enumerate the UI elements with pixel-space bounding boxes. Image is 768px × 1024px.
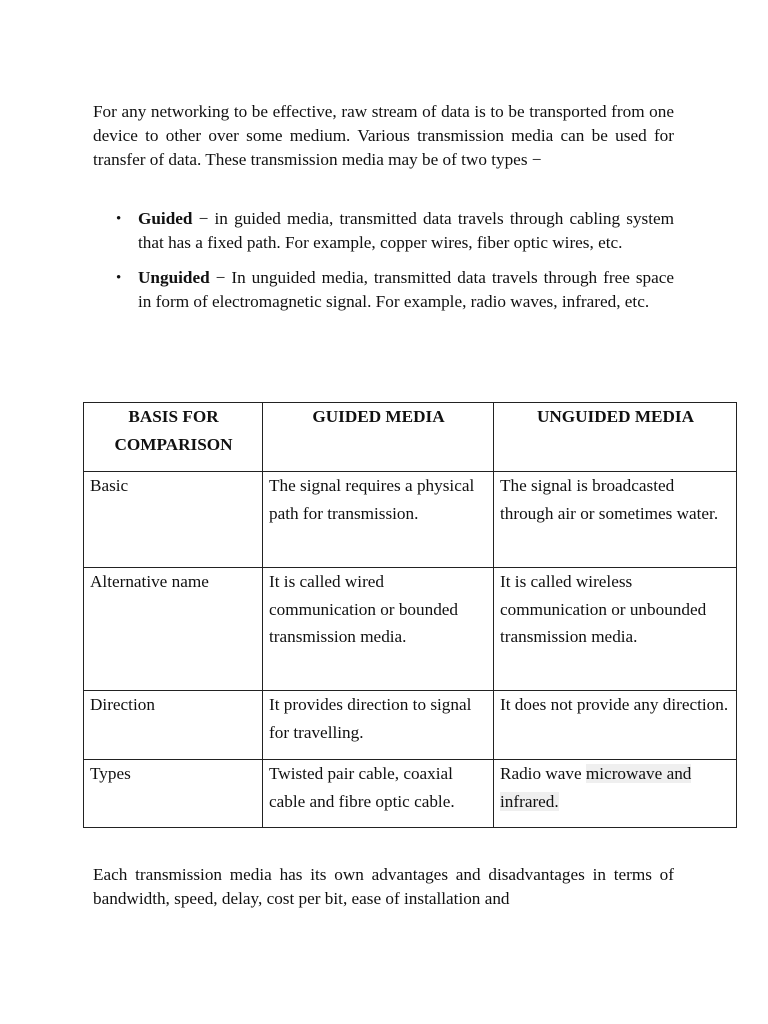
cell-unguided: The signal is broadcasted through air or sometimes water.	[494, 472, 737, 568]
table-row	[84, 568, 737, 691]
cell-basis: Types	[84, 760, 263, 828]
highlighted-text: microwave and	[585, 764, 692, 783]
cell-unguided: It is called wireless communication or unbounded transmission media.	[494, 568, 737, 691]
table-header-row	[84, 403, 737, 472]
table-row	[84, 691, 737, 760]
term-guided: Guided	[138, 209, 193, 228]
highlighted-text: infrared.	[500, 791, 559, 811]
closing-paragraph: Each transmission media has its own advantages and disadvantages in terms of bandwidth, speed, delay, cost per bit, ease of installation and	[93, 865, 674, 908]
header-unguided: UNGUIDED MEDIA	[494, 403, 737, 472]
cell-basis: Basic	[84, 472, 263, 568]
cell-basis: Alternative name	[84, 568, 263, 691]
cell-unguided	[494, 760, 737, 828]
table-row	[84, 472, 737, 568]
guided-description: − in guided media, transmitted data travels through cabling system that has a fixed path. For example, copper wires, fiber optic wires, etc.	[138, 209, 675, 252]
bullet-icon: •	[116, 270, 122, 286]
cell-unguided: It does not provide any direction.	[494, 691, 737, 760]
cell-guided: It is called wired communication or bounded transmission media.	[263, 568, 494, 691]
bullet-icon: •	[116, 211, 122, 227]
unguided-description: − In unguided media, transmitted data travels through free space in form of electromagnetic signal. For example, radio waves, infrared, etc.	[138, 268, 674, 311]
cell-guided: It provides direction to signal for travelling.	[263, 691, 494, 760]
intro-paragraph: For any networking to be effective, raw stream of data is to be transported from one device to other over some medium. Various transmission media can be used for transfer of data. These transmission media may be of two types −	[93, 102, 674, 169]
comparison-table	[83, 402, 737, 828]
header-guided: GUIDED MEDIA	[263, 403, 494, 472]
cell-guided: Twisted pair cable, coaxial cable and fibre optic cable.	[263, 760, 494, 828]
header-basis: BASIS FOR COMPARISON	[84, 403, 263, 472]
cell-basis: Direction	[84, 691, 263, 760]
cell-guided: The signal requires a physical path for transmission.	[263, 472, 494, 568]
media-type-list	[116, 207, 674, 314]
term-unguided: Unguided	[138, 268, 210, 287]
unguided-types-text: Radio wave	[500, 764, 586, 783]
list-item-unguided	[116, 266, 674, 314]
list-item-guided	[116, 207, 674, 255]
table-row	[84, 760, 737, 828]
